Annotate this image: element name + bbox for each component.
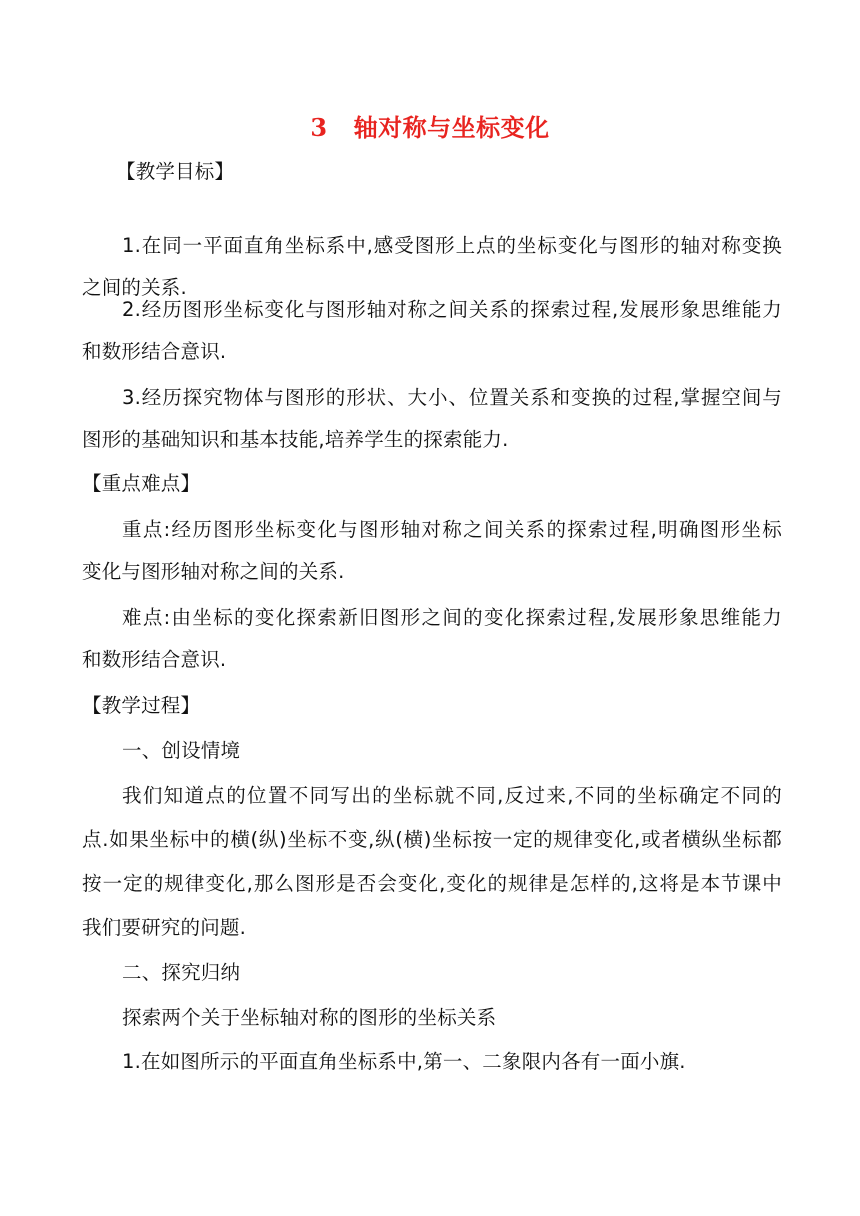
key-point-line-2: 变化与图形轴对称之间的关系. <box>82 560 345 583</box>
difficulty-line-1: 难点:由坐标的变化探索新旧图形之间的变化探索过程,发展形象思维能力 <box>122 606 782 629</box>
part-2-heading: 二、探究归纳 <box>122 961 241 984</box>
objective-2-line-1: 2.经历图形坐标变化与图形轴对称之间关系的探索过程,发展形象思维能力 <box>122 298 782 321</box>
paragraph-1-line-1: 我们知道点的位置不同写出的坐标就不同,反过来,不同的坐标确定不同的 <box>122 784 782 807</box>
objective-3-line-2: 图形的基础知识和基本技能,培养学生的探索能力. <box>82 428 509 451</box>
objective-2-line-2: 和数形结合意识. <box>82 340 227 363</box>
paragraph-1-line-2: 点.如果坐标中的横(纵)坐标不变,纵(横)坐标按一定的规律变化,或者横纵坐标都 <box>82 828 782 851</box>
keypoints-heading: 【重点难点】 <box>82 472 201 495</box>
key-point-line-1: 重点:经历图形坐标变化与图形轴对称之间关系的探索过程,明确图形坐标 <box>122 518 782 541</box>
part-1-heading: 一、创设情境 <box>122 739 241 762</box>
difficulty-line-2: 和数形结合意识. <box>82 648 227 671</box>
objective-3-line-1: 3.经历探究物体与图形的形状、大小、位置关系和变换的过程,掌握空间与 <box>122 386 782 409</box>
objective-1-line-2: 之间的关系. <box>82 276 187 299</box>
paragraph-1-line-4: 我们要研究的问题. <box>82 916 246 939</box>
paragraph-3-line-1: 1.在如图所示的平面直角坐标系中,第一、二象限内各有一面小旗. <box>122 1050 686 1073</box>
lesson-title-text: 轴对称与坐标变化 <box>353 114 550 142</box>
objective-1-line-1: 1.在同一平面直角坐标系中,感受图形上点的坐标变化与图形的轴对称变换 <box>122 234 782 257</box>
paragraph-1-line-3: 按一定的规律变化,那么图形是否会变化,变化的规律是怎样的,这将是本节课中 <box>82 872 782 895</box>
objectives-heading: 【教学目标】 <box>116 160 235 183</box>
lesson-title <box>0 108 860 148</box>
lesson-number: 3 <box>310 113 328 142</box>
paragraph-2-line-1: 探索两个关于坐标轴对称的图形的坐标关系 <box>122 1006 497 1029</box>
process-heading: 【教学过程】 <box>82 694 201 717</box>
